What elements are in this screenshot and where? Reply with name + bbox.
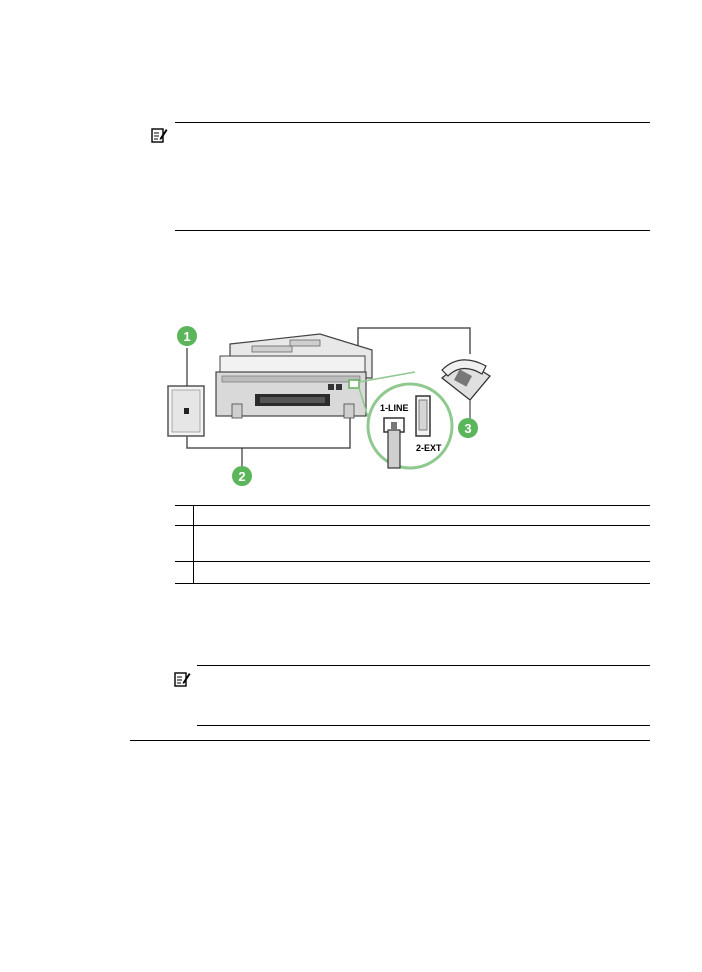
callout-2	[232, 448, 252, 486]
callout-2-label: 2	[238, 469, 246, 484]
callout-3-label: 3	[464, 421, 472, 436]
note-bottom-rule	[197, 725, 650, 726]
table-row-number-cell	[175, 525, 194, 561]
note-bottom-rule	[175, 230, 650, 231]
table-row-number-cell	[175, 561, 194, 583]
note-pencil-icon	[150, 126, 168, 144]
table-rule-bottom	[175, 583, 650, 584]
callout-1	[177, 326, 197, 386]
table-row-number-cell	[175, 505, 194, 525]
section-end-rule	[130, 740, 650, 741]
note-top-rule	[197, 665, 650, 666]
note-pencil-icon	[173, 670, 191, 688]
port-zoom-callout	[359, 372, 452, 468]
port-line-label: 1-LINE	[380, 403, 409, 413]
note-top-rule	[175, 122, 650, 123]
wall-jack	[168, 386, 204, 436]
phone-connection-diagram	[160, 316, 500, 496]
table-rule	[175, 525, 650, 526]
callout-1-label: 1	[183, 329, 191, 344]
port-ext-label: 2-EXT	[416, 443, 442, 453]
table-rule	[175, 561, 650, 562]
callout-3	[458, 418, 478, 438]
printer-illustration	[216, 334, 372, 418]
table-rule-top	[175, 505, 650, 506]
